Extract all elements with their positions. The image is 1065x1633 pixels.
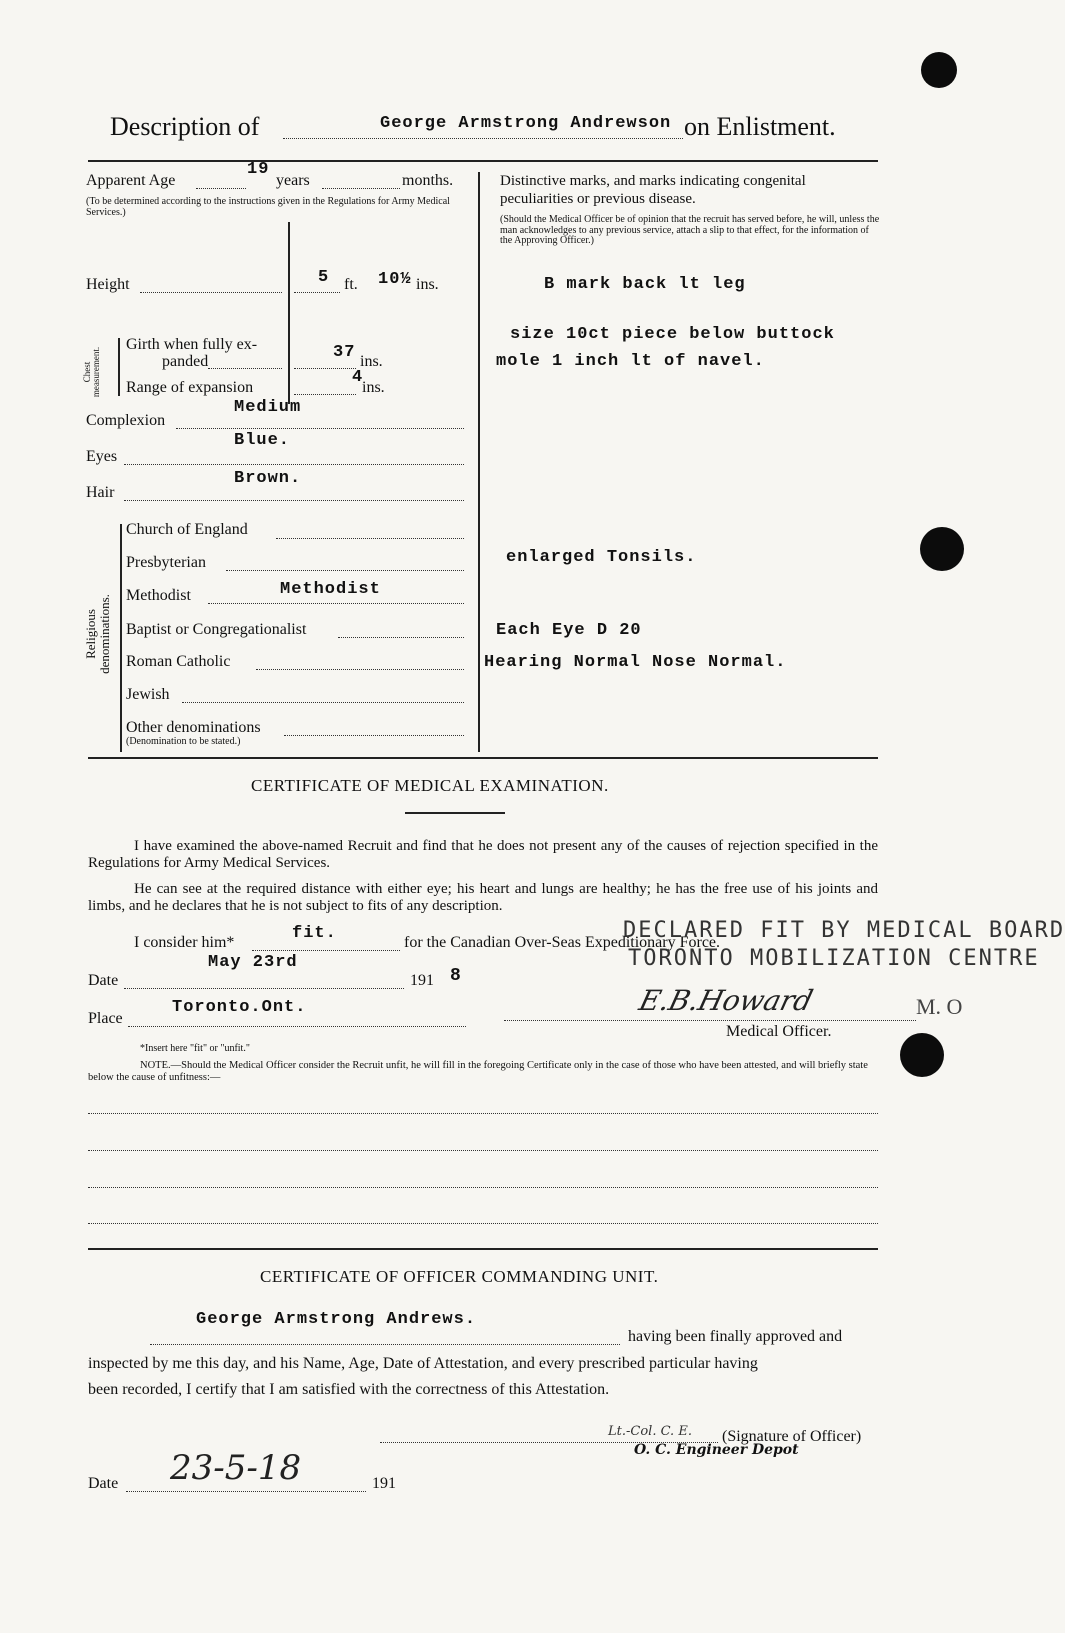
punch-hole-bottom (900, 1033, 944, 1077)
place-label: Place (88, 1010, 123, 1027)
officer-name-dots (150, 1344, 620, 1345)
complexion-value: Medium (234, 398, 302, 417)
officer-text-1: having been finally approved and (628, 1328, 843, 1345)
consider-dots (252, 950, 400, 951)
medical-date-label: Date (88, 972, 119, 989)
officer-date-label: Date (88, 1475, 119, 1492)
complexion-label: Complexion (86, 412, 166, 429)
medical-board-stamp-2: TORONTO MOBILIZATION CENTRE (628, 946, 1040, 971)
medical-heading: CERTIFICATE OF MEDICAL EXAMINATION. (251, 776, 609, 795)
range-dots (294, 394, 356, 395)
hair-value: Brown. (234, 469, 302, 488)
religion-note: (Denomination to be stated.) (126, 736, 241, 747)
height-ft-value: 5 (318, 268, 330, 287)
chest-bracket (118, 338, 120, 396)
officer-date-value: 23-5-18 (170, 1448, 302, 1488)
officer-heading: CERTIFICATE OF OFFICER COMMANDING UNIT. (260, 1267, 659, 1286)
marks-line-5: Each Eye D 20 (496, 621, 642, 640)
height-ft-dots (294, 292, 340, 293)
medical-officer-label: Medical Officer. (726, 1023, 832, 1040)
officer-date-dots (126, 1491, 366, 1492)
marks-line-2: size 10ct piece below buttock (510, 325, 835, 344)
girth-label-2: panded (162, 353, 209, 370)
medical-para-2: He can see at the required distance with either eye; his heart and lungs are healthy; he has the free use of his joints and limbs, and he declares that he is not subject to fits of any description. (88, 881, 878, 914)
religion-side-label-box (78, 570, 118, 700)
range-label: Range of expansion (126, 379, 254, 396)
medical-date-value: May 23rd (208, 953, 298, 972)
chest-label-text: Chest measurement. (82, 346, 101, 398)
girth-ins-label: ins. (360, 353, 383, 370)
religion-jewish: Jewish (126, 686, 170, 703)
religion-dots-4 (256, 669, 464, 670)
officer-text-2: inspected by me this day, and his Name, Age, Date of Attestation, and every prescribed particular having (88, 1355, 758, 1372)
medical-board-stamp-1: DECLARED FIT BY MEDICAL BOARD (623, 918, 1065, 943)
insert-note: *Insert here "fit" or "unfit." (140, 1043, 250, 1054)
months-label: months. (402, 172, 454, 189)
height-in-value: 10½ (378, 270, 412, 289)
religion-other: Other denominations (126, 719, 261, 736)
religion-dots-3 (338, 637, 464, 638)
punch-hole-top (921, 52, 957, 88)
ins-label: ins. (416, 276, 439, 293)
eyes-dots (124, 464, 464, 465)
religion-roman-catholic: Roman Catholic (126, 653, 231, 670)
religion-bracket (120, 524, 122, 752)
marks-line-6: Hearing Normal Nose Normal. (484, 653, 787, 672)
force-label: for the Canadian Over-Seas Expeditionary Force. (404, 934, 721, 951)
eyes-label: Eyes (86, 448, 118, 465)
page-title (110, 112, 259, 142)
unfit-line-4 (88, 1223, 878, 1224)
religion-church-of-england: Church of England (126, 521, 248, 538)
medical-bottom-rule (88, 1248, 878, 1250)
description-rule (88, 757, 878, 759)
religion-dots-6 (284, 735, 464, 736)
hair-label: Hair (86, 484, 115, 501)
signature-dots (504, 1020, 916, 1021)
religion-methodist: Methodist (126, 587, 191, 604)
religion-methodist-value: Methodist (280, 580, 381, 599)
name-dots (283, 138, 683, 139)
complexion-dots (176, 428, 464, 429)
measure-divider (288, 222, 290, 404)
age-value: 19 (247, 160, 270, 179)
officer-signature-label: (Signature of Officer) (722, 1428, 862, 1445)
unfit-line-1 (88, 1113, 878, 1114)
officer-text-3: been recorded, I certify that I am satisfied with the correctness of this Attestation. (88, 1381, 610, 1398)
eyes-value: Blue. (234, 431, 291, 450)
range-ins-label: ins. (362, 379, 385, 396)
religion-dots-5 (182, 702, 464, 703)
column-divider (478, 172, 480, 752)
medical-heading-rule (405, 812, 505, 814)
title-left: Description of (110, 112, 260, 141)
marks-heading: Distinctive marks, and marks indicating congenital peculiarities or previous disease. (500, 173, 806, 207)
marks-line-3: mole 1 inch lt of navel. (496, 352, 765, 371)
medical-para-1: I have examined the above-named Recruit and find that he does not present any of the causes of rejection specified in the Regulations for Army Medical Services. (88, 838, 878, 871)
hair-dots (124, 500, 464, 501)
officer-name-value: George Armstrong Andrews. (196, 1310, 477, 1329)
girth-dots (208, 368, 282, 369)
religion-dots-1 (226, 570, 464, 571)
girth-label-1: Girth when fully ex- (126, 336, 258, 353)
unfit-line-2 (88, 1150, 878, 1151)
religion-presbyterian: Presbyterian (126, 554, 206, 571)
religion-dots-2 (208, 603, 464, 604)
unfit-line-3 (88, 1187, 878, 1188)
header-rule (88, 160, 878, 162)
girth-value-dots (294, 368, 356, 369)
unfit-note: NOTE.—Should the Medical Officer consider the Recruit unfit, he will fill in the foregoing Certificate only in the case of those who have been attested, and will briefly state below the cause of unfitness:— (88, 1060, 868, 1083)
punch-hole-middle (920, 527, 964, 571)
officer-unit: O. C. Engineer Depot (634, 1442, 799, 1458)
enlistee-name: George Armstrong Andrewson (380, 114, 672, 133)
range-value: 4 (352, 368, 364, 387)
height-label: Height (86, 276, 130, 293)
medical-year-value: 8 (450, 966, 462, 986)
chest-label (82, 345, 101, 398)
height-dots (140, 292, 282, 293)
marks-line-4: enlarged Tonsils. (506, 548, 697, 567)
age-note: (To be determined according to the instructions given in the Regulations for Army Medical Services.) (86, 196, 450, 218)
mo-label: M. O (916, 994, 963, 1019)
medical-year-prefix: 191 (410, 972, 434, 989)
marks-note: (Should the Medical Officer be of opinion that the recruit has served before, he will, unless the man acknowledges to any previous service, attach a slip to that effect, for the information of the Approving Officer.) (500, 214, 880, 246)
officer-rank: Lt.-Col. C. E. (608, 1424, 692, 1439)
consider-label: I consider him* (134, 934, 235, 951)
ft-label: ft. (344, 276, 358, 293)
religion-dots-0 (276, 538, 464, 539)
consider-value: fit. (292, 924, 337, 943)
officer-year-prefix: 191 (372, 1475, 396, 1492)
age-dots (196, 188, 246, 189)
months-dots (322, 188, 400, 189)
place-value: Toronto.Ont. (172, 998, 307, 1017)
medical-signature: E.B.Howard (635, 984, 817, 1017)
medical-date-dots (124, 988, 404, 989)
marks-line-1: B mark back lt leg (544, 275, 746, 294)
place-dots (128, 1026, 466, 1027)
years-label: years (276, 172, 310, 189)
religion-baptist: Baptist or Congregationalist (126, 621, 307, 638)
apparent-age-label: Apparent Age (86, 172, 176, 189)
girth-value: 37 (333, 343, 356, 362)
title-right: on Enlistment. (684, 112, 836, 141)
religion-side-label: Religious denominations. (83, 594, 112, 674)
